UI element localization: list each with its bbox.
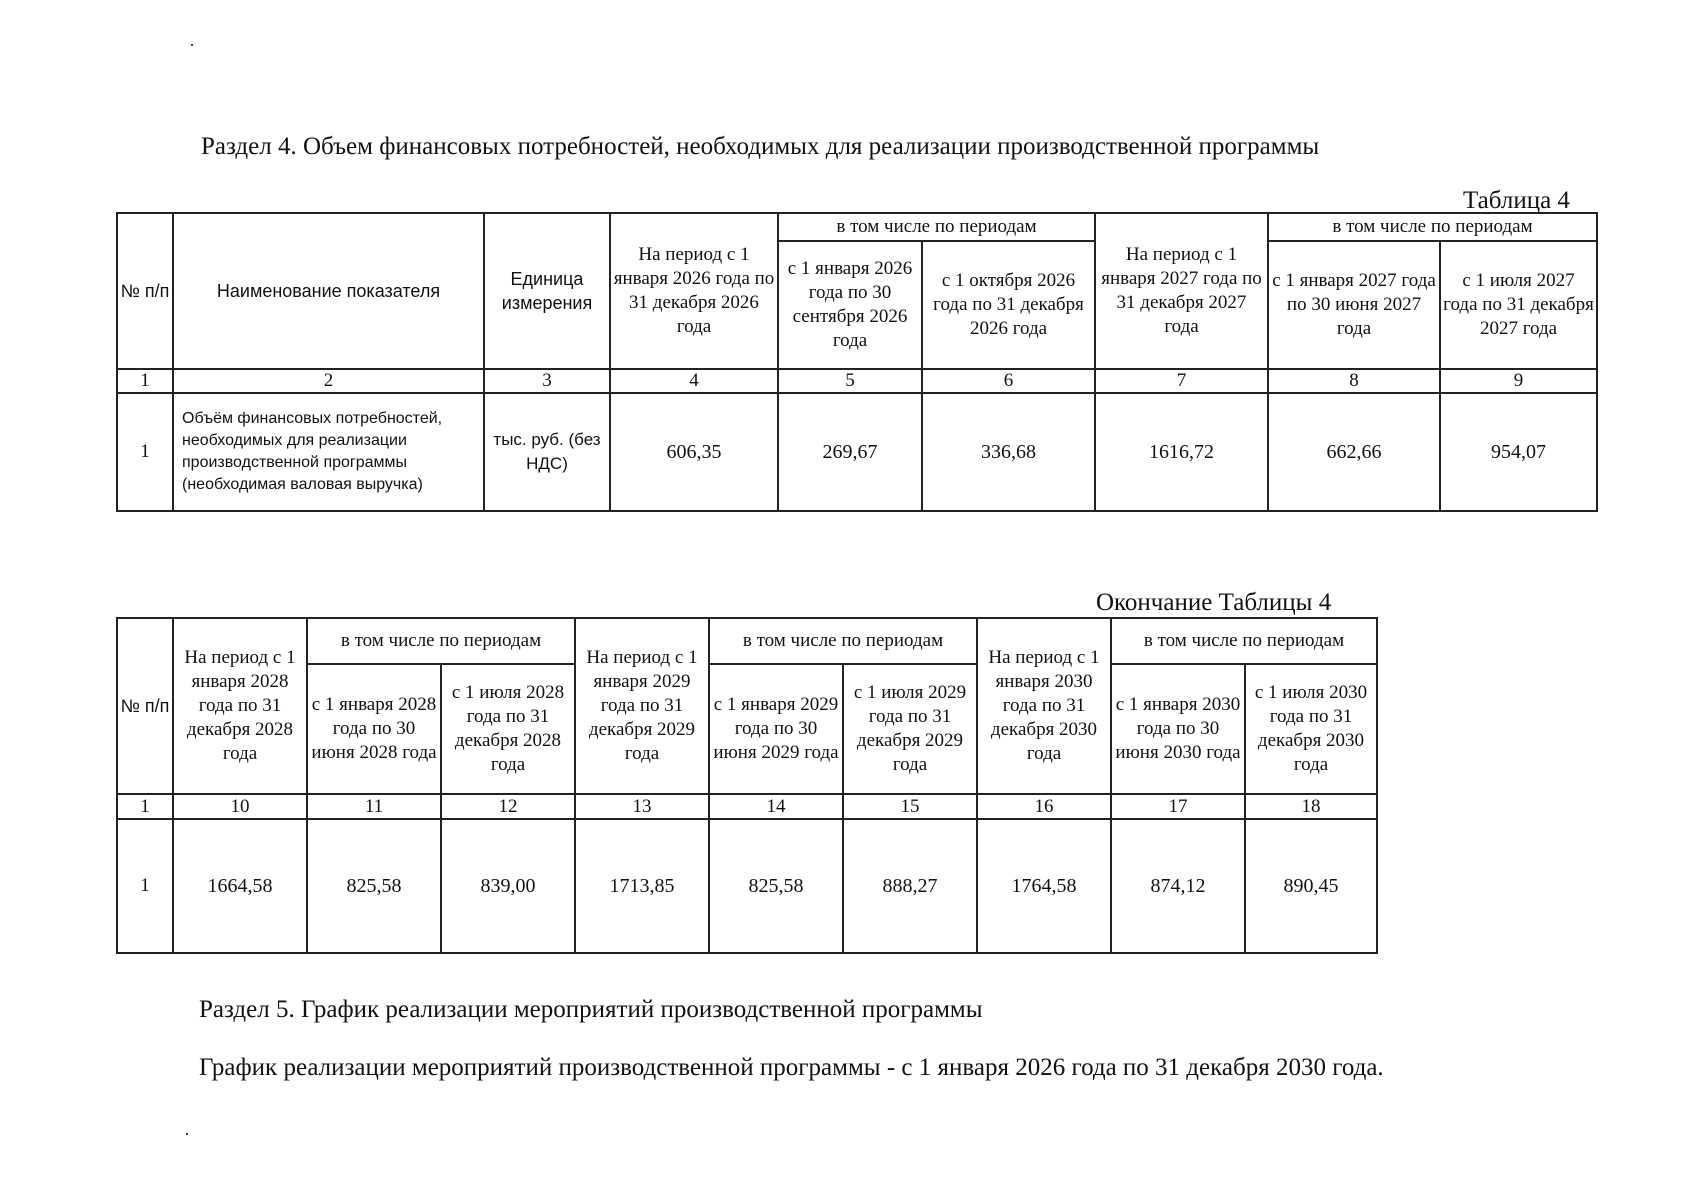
column-number: 13 <box>575 794 709 819</box>
value-h1-2026: 269,67 <box>778 393 922 511</box>
header-incl-periods: в том числе по периодам <box>709 618 977 664</box>
table-4 <box>116 212 1598 512</box>
header-h2-2029: с 1 июля 2029 года по 31 декабря 2029 года <box>843 664 977 794</box>
header-period-2029: На период с 1 января 2029 года по 31 декабря 2029 года <box>575 618 709 794</box>
column-number: 17 <box>1111 794 1245 819</box>
column-number: 12 <box>441 794 575 819</box>
header-h1-2028: с 1 января 2028 года по 30 июня 2028 года <box>307 664 441 794</box>
value-h1-2028: 825,58 <box>307 819 441 953</box>
table-4-caption: Таблица 4 <box>1463 187 1570 214</box>
column-number: 11 <box>307 794 441 819</box>
column-number: 9 <box>1440 369 1597 393</box>
header-h2-2027: с 1 июля 2027 года по 31 декабря 2027 года <box>1440 241 1597 369</box>
row-number: 1 <box>117 393 173 511</box>
value-period-2027: 1616,72 <box>1095 393 1268 511</box>
header-incl-periods: в том числе по периодам <box>1111 618 1377 664</box>
table-4-end <box>116 617 1378 954</box>
column-number: 2 <box>173 369 484 393</box>
header-period-2030: На период с 1 января 2030 года по 31 декабря 2030 года <box>977 618 1111 794</box>
header-incl-periods: в том числе по периодам <box>1268 213 1597 241</box>
column-number: 3 <box>484 369 610 393</box>
column-number: 14 <box>709 794 843 819</box>
header-h1-2030: с 1 января 2030 года по 30 июня 2030 года <box>1111 664 1245 794</box>
header-period-2027: На период с 1 января 2027 года по 31 декабря 2027 года <box>1095 213 1268 369</box>
column-number: 1 <box>117 794 173 819</box>
section-5-text: График реализации мероприятий производственной программы - с 1 января 2026 года по 31 декабря 2030 года. <box>199 1054 1384 1081</box>
header-h1-2026: с 1 января 2026 года по 30 сентября 2026 года <box>778 241 922 369</box>
value-h2-2029: 888,27 <box>843 819 977 953</box>
header-h1-2029: с 1 января 2029 года по 30 июня 2029 года <box>709 664 843 794</box>
header-num: № п/п <box>117 213 173 369</box>
column-number: 18 <box>1245 794 1377 819</box>
header-num: № п/п <box>117 618 173 794</box>
header-h2-2028: с 1 июля 2028 года по 31 декабря 2028 года <box>441 664 575 794</box>
column-number: 6 <box>922 369 1095 393</box>
header-indicator-name: Наименование показателя <box>173 213 484 369</box>
table-row <box>117 819 1377 953</box>
value-period-2029: 1713,85 <box>575 819 709 953</box>
column-number: 7 <box>1095 369 1268 393</box>
indicator-name: Объём финансовых потребностей, необходимых для реализации производственной программы (необходимая валовая выручка) <box>173 393 484 511</box>
column-number: 4 <box>610 369 778 393</box>
value-h1-2027: 662,66 <box>1268 393 1440 511</box>
column-number: 5 <box>778 369 922 393</box>
header-q4-2026: с 1 октября 2026 года по 31 декабря 2026 года <box>922 241 1095 369</box>
column-number: 16 <box>977 794 1111 819</box>
row-number: 1 <box>117 819 173 953</box>
header-unit: Единица измерения <box>484 213 610 369</box>
value-q4-2026: 336,68 <box>922 393 1095 511</box>
unit-value: тыс. руб. (без НДС) <box>484 393 610 511</box>
value-period-2026: 606,35 <box>610 393 778 511</box>
header-incl-periods: в том числе по периодам <box>307 618 575 664</box>
header-h1-2027: с 1 января 2027 года по 30 июня 2027 года <box>1268 241 1440 369</box>
value-period-2028: 1664,58 <box>173 819 307 953</box>
value-period-2030: 1764,58 <box>977 819 1111 953</box>
header-period-2028: На период с 1 января 2028 года по 31 декабря 2028 года <box>173 618 307 794</box>
table-row <box>117 393 1597 511</box>
value-h1-2030: 874,12 <box>1111 819 1245 953</box>
section-4-title: Раздел 4. Объем финансовых потребностей, необходимых для реализации производственной программы <box>201 133 1320 160</box>
column-number: 1 <box>117 369 173 393</box>
header-period-2026: На период с 1 января 2026 года по 31 декабря 2026 года <box>610 213 778 369</box>
header-incl-periods: в том числе по периодам <box>778 213 1095 241</box>
column-number: 15 <box>843 794 977 819</box>
value-h2-2027: 954,07 <box>1440 393 1597 511</box>
column-number: 10 <box>173 794 307 819</box>
value-h2-2028: 839,00 <box>441 819 575 953</box>
value-h2-2030: 890,45 <box>1245 819 1377 953</box>
scan-speck <box>186 1133 188 1135</box>
scan-speck <box>191 44 193 46</box>
value-h1-2029: 825,58 <box>709 819 843 953</box>
column-number: 8 <box>1268 369 1440 393</box>
table-4-end-caption: Окончание Таблицы 4 <box>1096 589 1332 616</box>
section-5-title: Раздел 5. График реализации мероприятий производственной программы <box>199 996 983 1023</box>
header-h2-2030: с 1 июля 2030 года по 31 декабря 2030 года <box>1245 664 1377 794</box>
